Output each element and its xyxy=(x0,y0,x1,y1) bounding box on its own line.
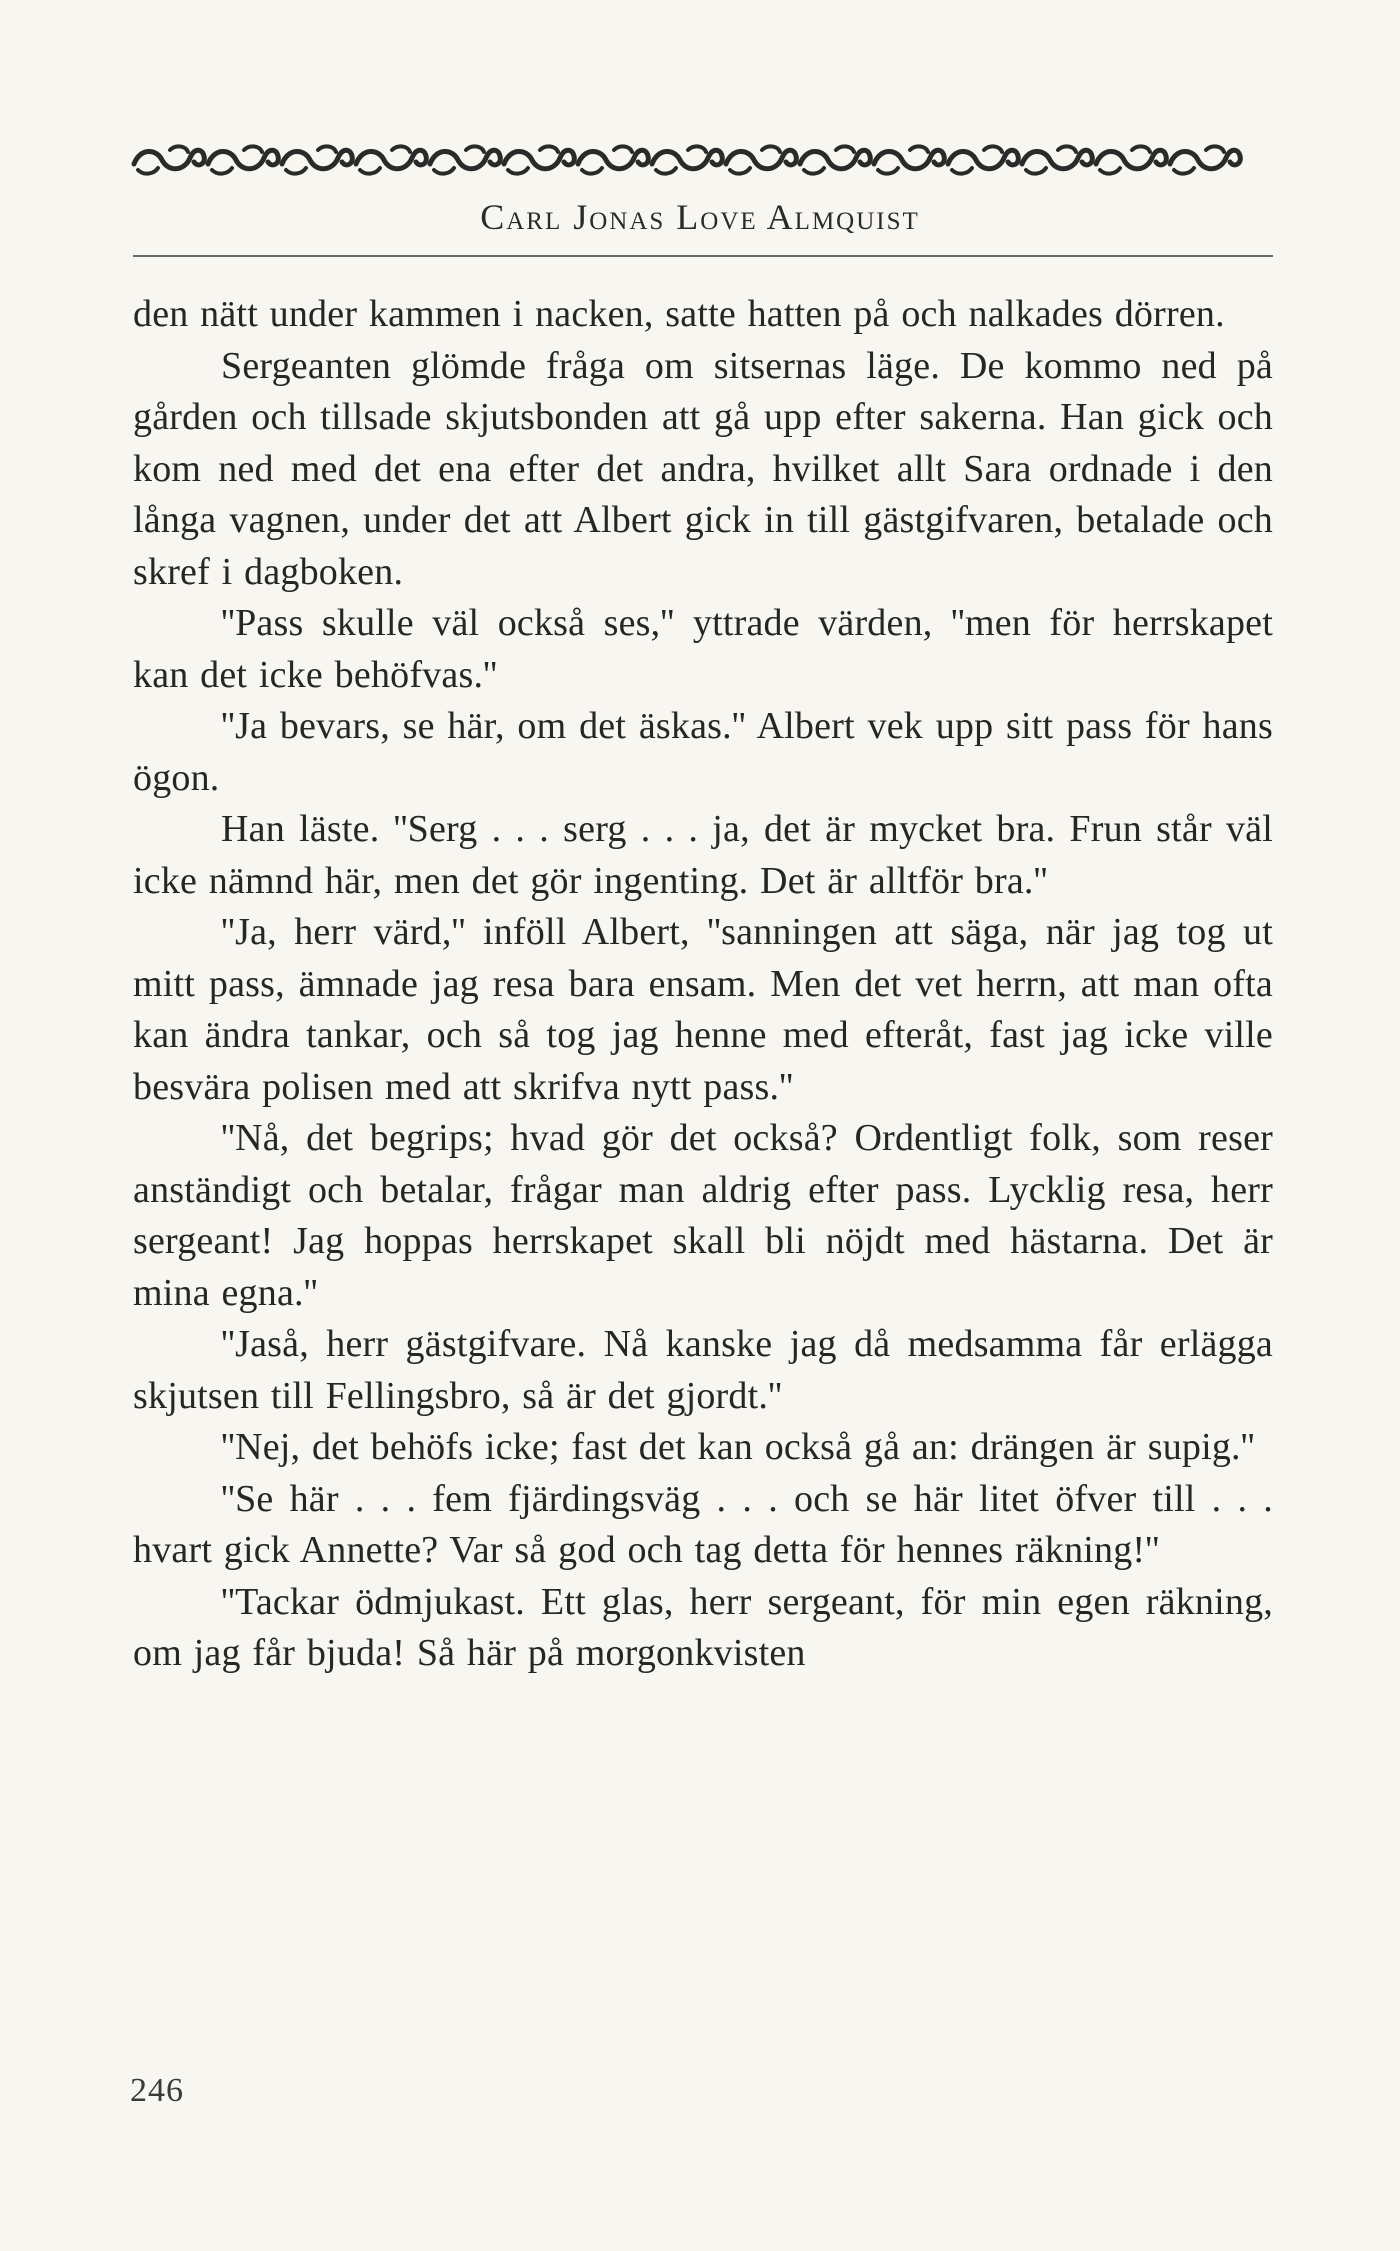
header-rule xyxy=(133,255,1273,257)
running-head-title: Carl Jonas Love Almquist xyxy=(480,197,920,237)
paragraph: ''Jaså, herr gästgifvare. Nå kanske jag då medsamma får erlägga skjutsen till Fellingsbro, så är det gjordt.'' xyxy=(133,1323,1273,1417)
paragraph: ''Ja, herr värd,'' inföll Albert, ''sanningen att säga, när jag tog ut mitt pass, ämnade jag resa bara ensam. Men det vet herrn, att man ofta kan ändra tankar, och så tog jag henne med efteråt, fast jag icke ville besvära polisen med att skrifva nytt pass.'' xyxy=(133,911,1273,1108)
paragraph: ''Nå, det begrips; hvad gör det också? Ordentligt folk, som reser anständigt och betalar, frågar man aldrig efter pass. Lycklig resa, herr sergeant! Jag hoppas herrskapet skall bli nöjdt med hästarna. Det är mina egna.'' xyxy=(133,1117,1273,1314)
paragraph: Sergeanten glömde fråga om sitsernas läge. De kommo ned på gården och tillsade skjutsbonden att gå upp efter sakerna. Han gick och kom ned med det ena efter det andra, hvilket allt Sara ordnade i den långa vagnen, under det att Albert gick in till gästgifvaren, betalade och skref i dagboken. xyxy=(133,344,1273,593)
paragraph: ''Ja bevars, se här, om det äskas.'' Albert vek upp sitt pass för hans ögon. xyxy=(133,705,1273,799)
page-number: 246 xyxy=(130,2072,184,2109)
paragraph: ''Se här . . . fem fjärdingsväg . . . och se här litet öfver till . . . hvart gick Annette? Var så god och tag detta för hennes räkning!'' xyxy=(133,1477,1273,1571)
scroll-ornament-icon xyxy=(130,140,1262,180)
paragraph: Han läste. ''Serg . . . serg . . . ja, det är mycket bra. Frun står väl icke nämnd här, men det gör ingenting. Det är alltför bra.'' xyxy=(133,808,1273,902)
paragraph: ''Pass skulle väl också ses,'' yttrade värden, ''men för herrskapet kan det icke behöfvas.'' xyxy=(133,602,1273,696)
paragraph: den nätt under kammen i nacken, satte hatten på och nalkades dörren. xyxy=(133,293,1225,335)
body-text xyxy=(133,289,1273,1680)
paragraph: ''Tackar ödmjukast. Ett glas, herr sergeant, för min egen räkning, om jag får bjuda! Så här på morgonkvisten xyxy=(133,1580,1273,1674)
paragraph: ''Nej, det behöfs icke; fast det kan också gå an: drängen är supig.'' xyxy=(221,1426,1255,1468)
